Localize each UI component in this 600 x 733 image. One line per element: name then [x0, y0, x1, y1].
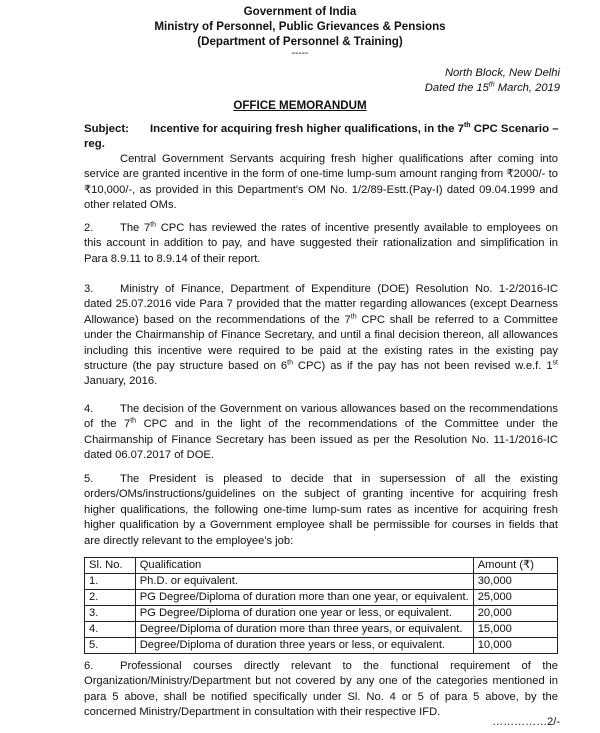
paragraph-5-number: 5. — [84, 473, 94, 485]
paragraph-4-text-a: The decision of the Government on various allowances based on the recommendations of the 7 — [84, 403, 558, 431]
subject-text-a: Incentive for acquiring fresh higher qualifications, in the 7 — [150, 123, 464, 135]
subject-sup: th — [463, 122, 471, 130]
cell-amount: 10,000 — [473, 638, 557, 654]
cell-amount: 25,000 — [473, 590, 557, 606]
header-amount: Amount (₹) — [473, 558, 557, 574]
paragraph-4-number: 4. — [84, 403, 94, 415]
incentive-table — [84, 557, 558, 654]
paragraph-3-sup-1: th — [350, 313, 357, 321]
paragraph-4 — [84, 402, 558, 464]
paragraph-3-text-c: CPC) as if the pay has not been revised w.e.f. 1 — [292, 360, 553, 373]
cell-qualification: Ph.D. or equivalent. — [135, 574, 473, 590]
paragraph-3-text-a: Ministry of Finance, Department of Expenditure (DOE) Resolution No. 1-2/2016-IC dated 25.07.2016 vide Para 7 provided that the matter regarding allowances (except Dearness Allowance) based on the recommendations of the 7 — [84, 283, 558, 326]
paragraph-6-number: 6. — [84, 660, 94, 672]
paragraph-3-number: 3. — [84, 283, 94, 295]
paragraph-2-text-b: CPC has reviewed the rates of incentive presently available to employees on this account in addition to pay, and have suggested their rationalization and simplification in Para 8.9.11 to 8.9.14 of their report. — [84, 222, 558, 265]
paragraph-2-sup: th — [150, 221, 157, 229]
paragraph-3-text-d: January, 2016. — [84, 375, 158, 388]
header-separator: ----- — [291, 48, 309, 59]
cell-qualification: PG Degree/Diploma of duration one year or less, or equivalent. — [135, 606, 473, 622]
header-sl-no: Sl. No. — [85, 558, 136, 574]
memo-title: OFFICE MEMORANDUM — [233, 99, 367, 112]
cell-qualification: PG Degree/Diploma of duration more than one year, or equivalent. — [135, 590, 473, 606]
date-prefix: Dated the 15 — [424, 82, 489, 94]
table-row — [85, 590, 558, 606]
cell-amount: 30,000 — [473, 574, 557, 590]
subject-line — [84, 122, 580, 153]
paragraph-5 — [84, 472, 558, 549]
table-header-row — [85, 558, 558, 574]
cell-sl-no: 5. — [85, 638, 136, 654]
paragraph-6 — [84, 659, 558, 721]
paragraph-3 — [84, 282, 558, 390]
paragraph-5-text: The President is pleased to decide that in supersession of all the existing orders/OMs/instructions/guidelines on the subject of granting incentive for acquiring fresh higher qualifications, the following one-time lump-sum rates as incentive for acquiring fresh higher qualification by a Government employee shall be permissible for courses in fields that are directly relevant to the employee's job: — [84, 473, 558, 547]
table-row — [85, 574, 558, 590]
paragraph-3-text-b: CPC shall be referred to a Committee under the Chairmanship of Finance Secretary, and until a final decision thereon, all allowances including this incentive were required to be paid at the existing rates in the existing pay structure (the pay structure based on 6 — [84, 313, 558, 373]
cell-qualification: Degree/Diploma of duration more than three years, or equivalent. — [135, 622, 473, 638]
paragraph-4-sup: th — [130, 417, 137, 425]
cell-sl-no: 3. — [85, 606, 136, 622]
subject-label: Subject: — [84, 123, 129, 135]
table-row — [85, 622, 558, 638]
table-row — [85, 606, 558, 622]
cell-sl-no: 4. — [85, 622, 136, 638]
cell-sl-no: 1. — [85, 574, 136, 590]
header-ministry: Ministry of Personnel, Public Grievances & Pensions — [154, 20, 446, 33]
header-department: (Department of Personnel & Training) — [197, 35, 403, 48]
date-suffix: March, 2019 — [494, 82, 560, 94]
header-government: Government of India — [243, 5, 357, 18]
paragraph-1 — [84, 152, 558, 214]
table-row — [85, 638, 558, 654]
date-sup: th — [488, 81, 495, 89]
address-place: North Block, New Delhi — [444, 67, 560, 79]
paragraph-2-text-a: The 7 — [120, 222, 151, 234]
cell-qualification: Degree/Diploma of duration three years or less, or equivalent. — [135, 638, 473, 654]
paragraph-2 — [84, 221, 558, 267]
header-qualification: Qualification — [135, 558, 473, 574]
subject-text-b: CPC Scenario – reg. — [84, 123, 559, 151]
paragraph-1-text: Central Government Servants acquiring fresh higher qualifications after coming into service are granted incentive in the form of one-time lump-sum amount ranging from ₹2000/- to ₹10,000/-, as provided in this Department's OM No. 1/2/89-Estt.(Pay-I) dated 09.04.1999 and other related OMs. — [84, 153, 558, 212]
paragraph-3-sup-2: th — [287, 359, 293, 367]
paragraph-6-text: Professional courses directly relevant to the functional requirement of the Organization/Ministry/Department but not covered by any one of the categories mentioned in para 5 above, shall be notified specifically under Sl. No. 4 or 5 of para 5 above, by the concerned Ministry/Department in consultation with their respective IFD. — [84, 660, 558, 719]
cell-sl-no: 2. — [85, 590, 136, 606]
paragraph-3-sup-3: st — [552, 359, 558, 367]
cell-amount: 15,000 — [473, 622, 557, 638]
cell-amount: 20,000 — [473, 606, 557, 622]
address-date — [425, 81, 560, 96]
paragraph-4-text-b: CPC and in the light of the recommendations of the Committee under the Chairmanship of Finance Secretary has been issued as per the Resolution No. 11-1/2016-IC dated 06.07.2017 of DOE. — [84, 418, 558, 462]
page-continuation: ……………2/- — [492, 716, 560, 728]
paragraph-2-number: 2. — [84, 222, 94, 234]
